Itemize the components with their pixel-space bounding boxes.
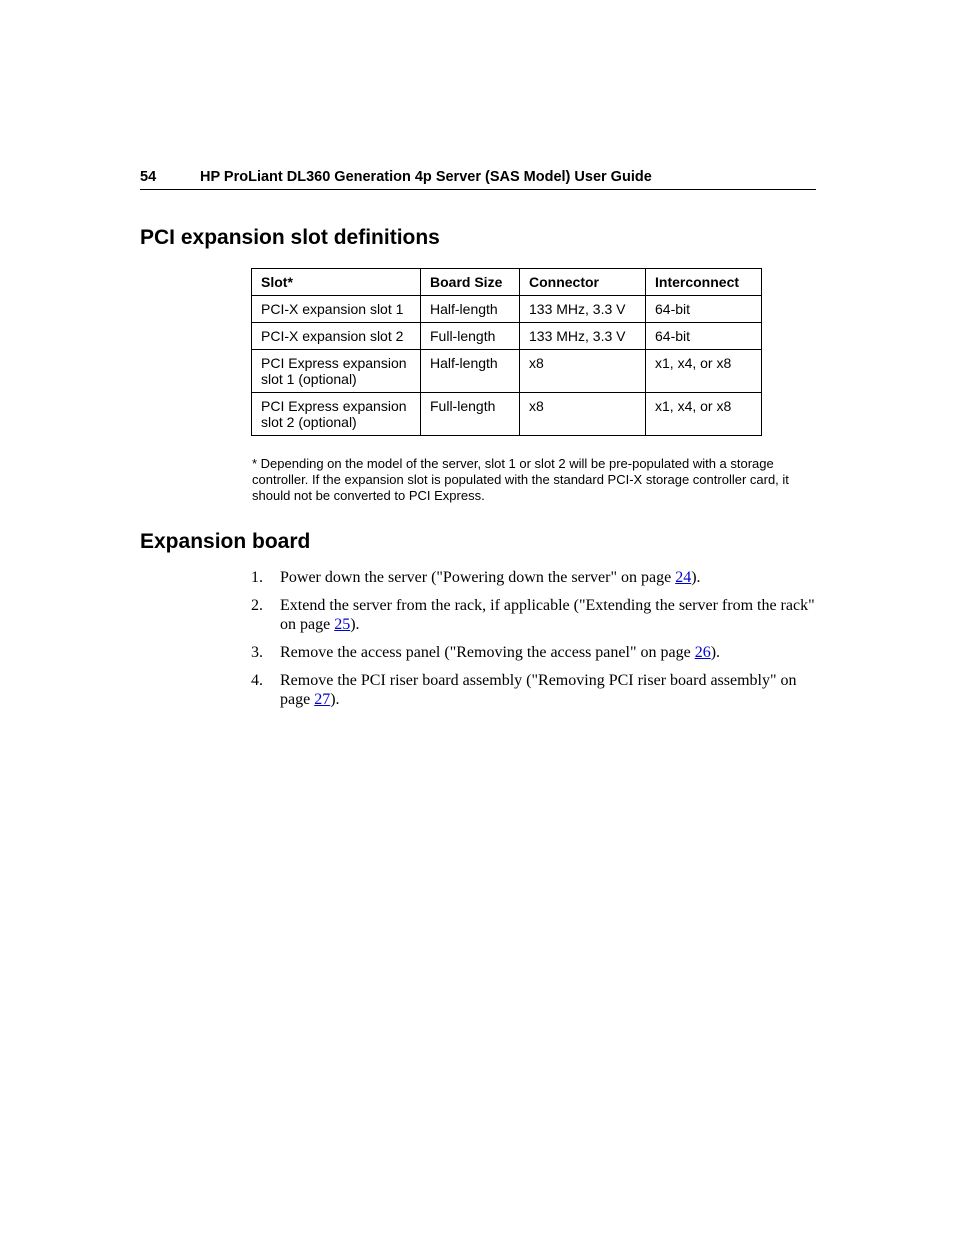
table-cell: x1, x4, or x8: [646, 350, 762, 393]
table-cell: x8: [520, 350, 646, 393]
step-number: 3.: [251, 644, 263, 661]
page-link[interactable]: 27: [314, 691, 331, 708]
table-cell: Full-length: [421, 323, 520, 350]
table-cell: 64-bit: [646, 323, 762, 350]
column-header: Board Size: [421, 269, 520, 296]
column-header: Slot*: [252, 269, 421, 296]
table-cell: PCI-X expansion slot 2: [252, 323, 421, 350]
table-header-row: [252, 269, 762, 296]
procedure-steps: [251, 568, 817, 718]
guide-title: HP ProLiant DL360 Generation 4p Server (SAS Model) User Guide: [200, 169, 652, 185]
step-suffix: ).: [330, 691, 340, 708]
slot-definitions-table: [251, 268, 762, 436]
column-header: Interconnect: [646, 269, 762, 296]
list-item: [251, 568, 817, 587]
step-number: 4.: [251, 672, 263, 689]
table-row: [252, 350, 762, 393]
table-row: [252, 393, 762, 436]
page-link[interactable]: 26: [694, 644, 711, 661]
table-cell: x8: [520, 393, 646, 436]
table-cell: 64-bit: [646, 296, 762, 323]
table-cell: PCI-X expansion slot 1: [252, 296, 421, 323]
page-link[interactable]: 25: [334, 616, 351, 633]
list-item: [251, 671, 817, 709]
table-cell: PCI Express expansion slot 2 (optional): [252, 393, 421, 436]
step-number: 2.: [251, 597, 263, 614]
section-heading-expansion-board: Expansion board: [140, 530, 311, 553]
column-header: Connector: [520, 269, 646, 296]
running-header: [140, 168, 816, 190]
table-cell: Full-length: [421, 393, 520, 436]
step-number: 1.: [251, 569, 263, 586]
list-item: [251, 596, 817, 634]
table-cell: Half-length: [421, 350, 520, 393]
step-suffix: ).: [350, 616, 360, 633]
step-text: Extend the server from the rack, if applicable ("Extending the server from the rack" on page: [280, 597, 815, 633]
table-cell: 133 MHz, 3.3 V: [520, 296, 646, 323]
step-suffix: ).: [691, 569, 701, 586]
page-link[interactable]: 24: [675, 569, 692, 586]
table-cell: Half-length: [421, 296, 520, 323]
section-heading-pci-slots: PCI expansion slot definitions: [140, 226, 440, 249]
step-text: Power down the server ("Powering down the server" on page: [280, 569, 676, 586]
table-cell: x1, x4, or x8: [646, 393, 762, 436]
page-number: 54: [140, 169, 157, 185]
list-item: [251, 643, 817, 662]
table-row: [252, 323, 762, 350]
step-text: Remove the PCI riser board assembly ("Removing PCI riser board assembly" on page: [280, 672, 797, 708]
step-suffix: ).: [710, 644, 721, 661]
table-cell: PCI Express expansion slot 1 (optional): [252, 350, 421, 393]
step-text: Remove the access panel ("Removing the access panel" on page: [280, 644, 695, 661]
table-footnote: * Depending on the model of the server, slot 1 or slot 2 will be pre-populated with a storage controller. If the expansion slot is populated with the standard PCI-X storage controller card, it should not be converted to PCI Express.: [252, 456, 789, 503]
table-cell: 133 MHz, 3.3 V: [520, 323, 646, 350]
table-row: [252, 296, 762, 323]
